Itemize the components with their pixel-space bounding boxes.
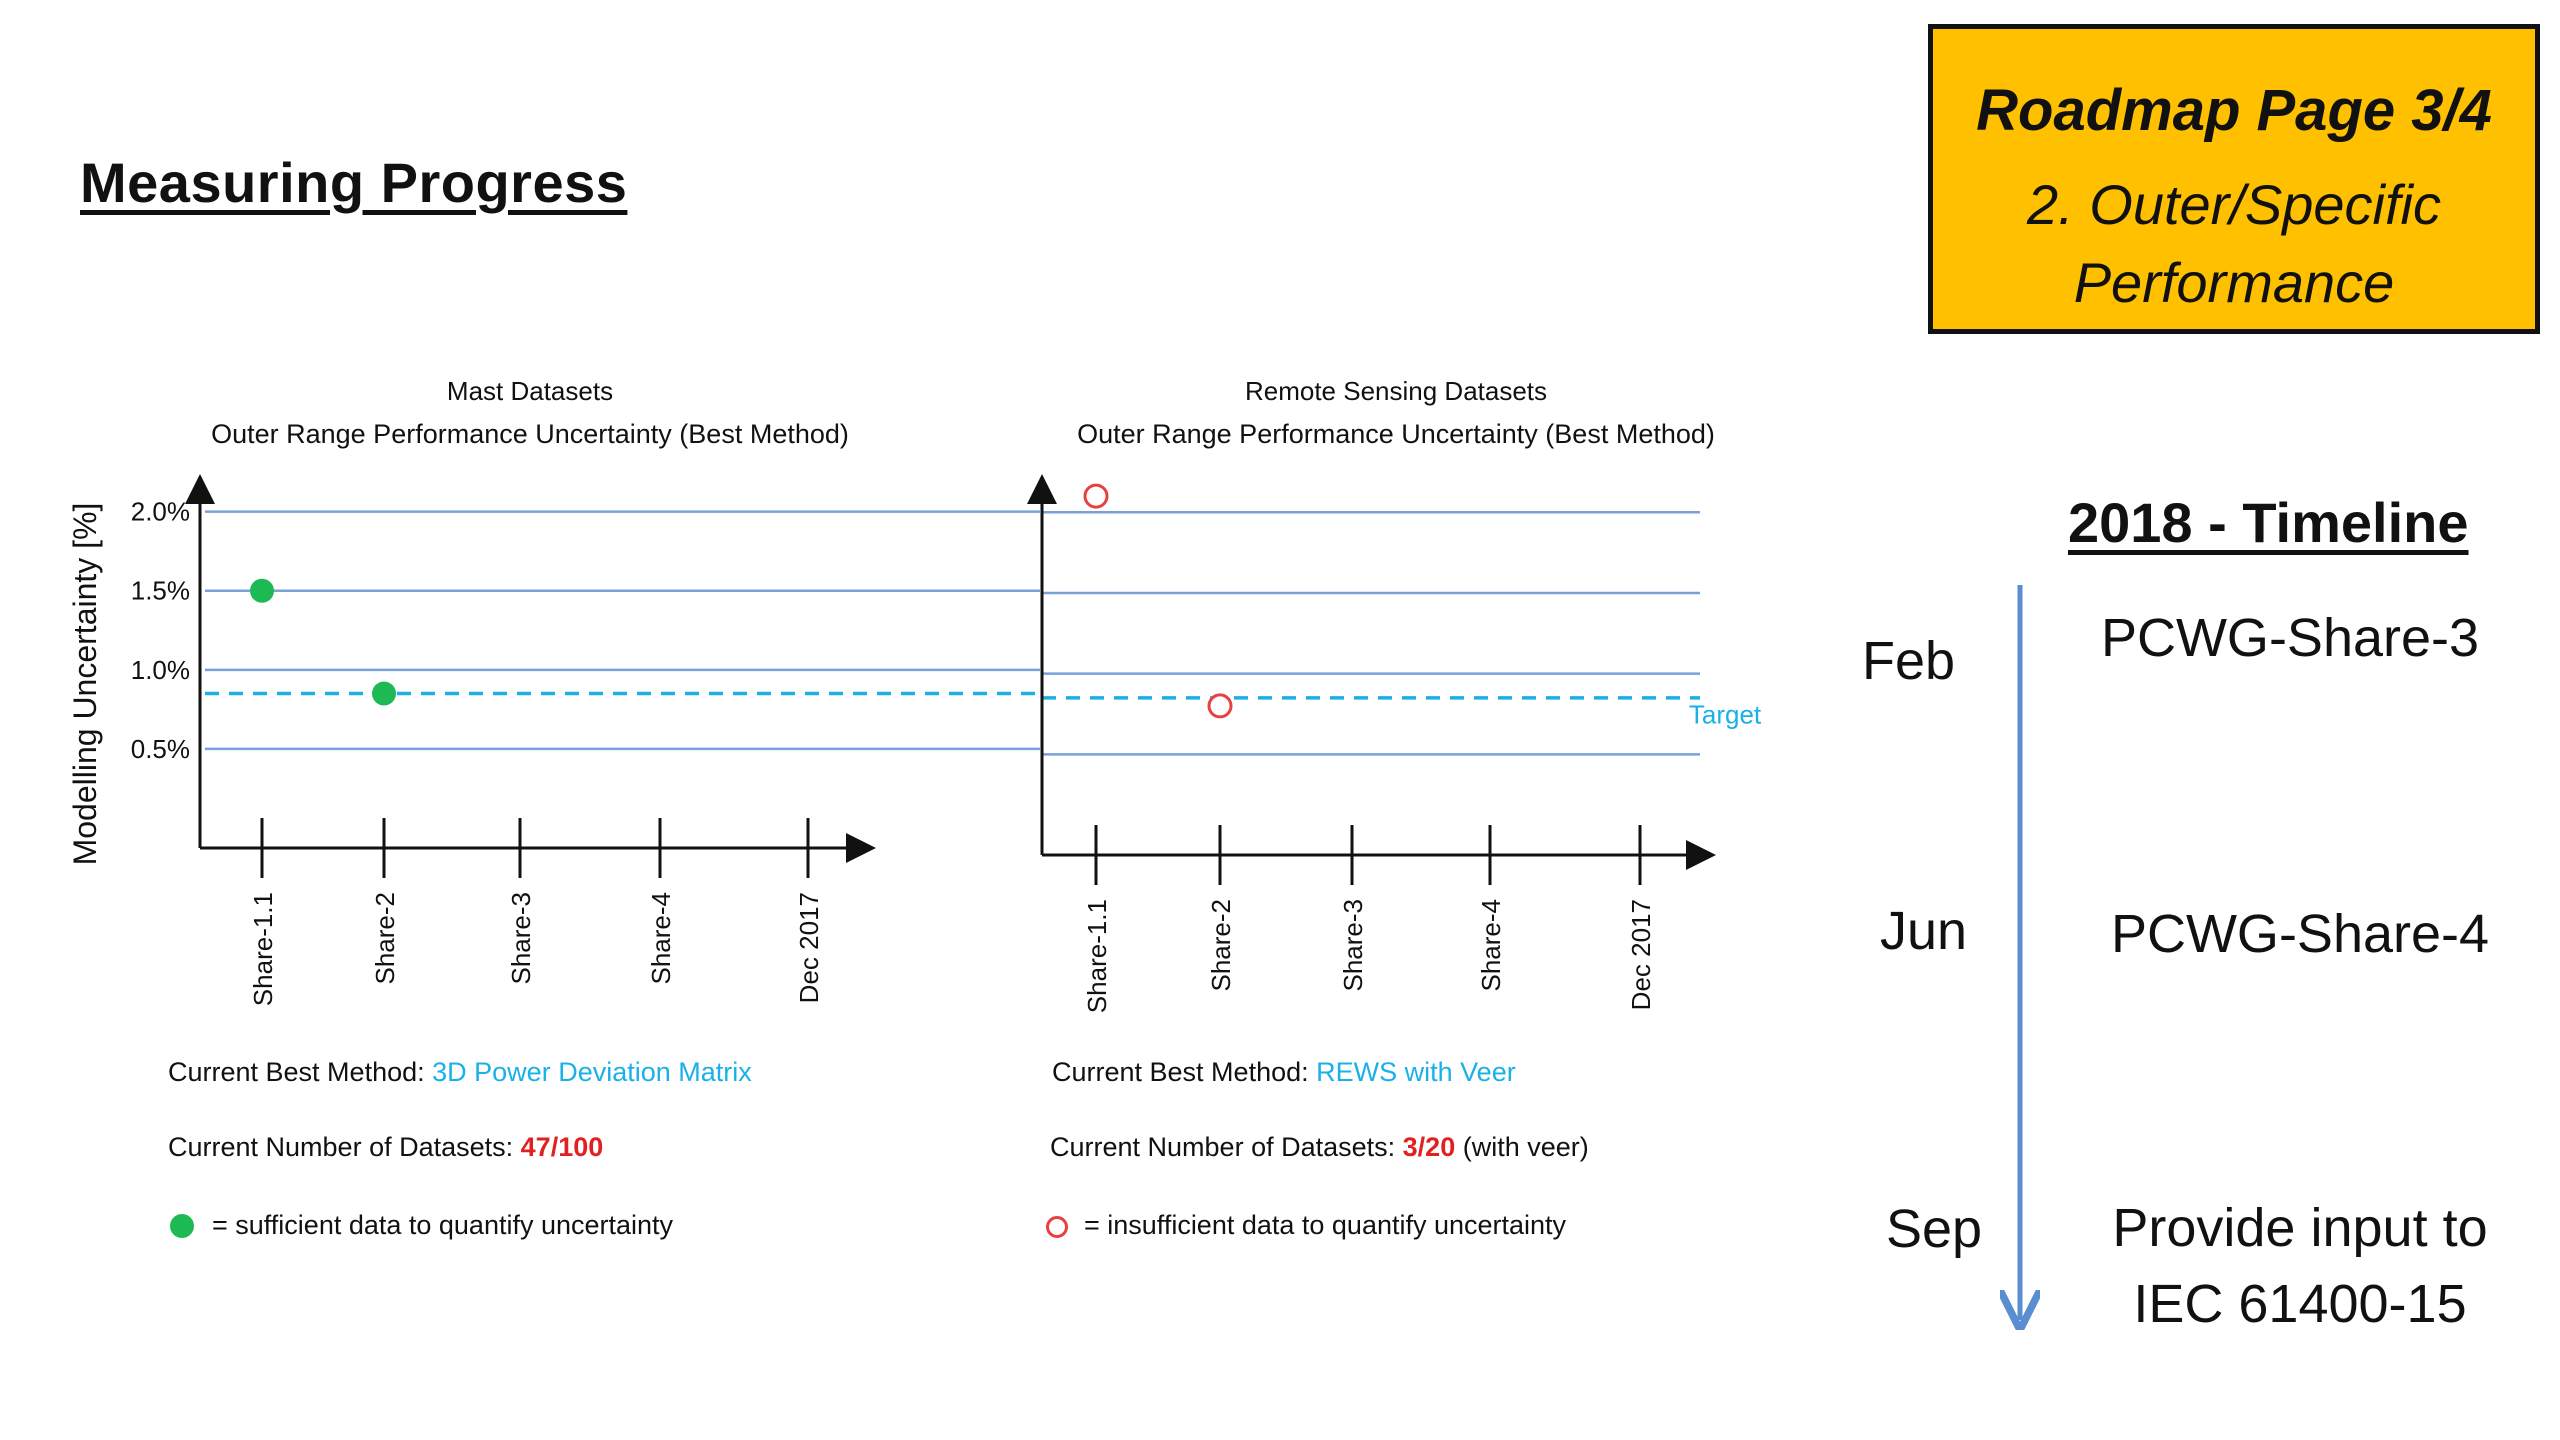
mast-y-tick-label: 0.5% [130, 733, 190, 764]
mast-y-tick-label: 2.0% [130, 496, 190, 527]
mast-best-method [168, 1057, 752, 1088]
mast-best-method-label: Current Best Method: [168, 1057, 425, 1087]
target-label: Target [1688, 699, 1762, 730]
mast-point-sufficient [372, 682, 396, 706]
page-title: Measuring Progress [80, 151, 628, 214]
rs-chart-subtitle: Outer Range Performance Uncertainty (Best Method) [1077, 419, 1715, 449]
rs-x-tick-label: Share-2 [1206, 899, 1236, 992]
legend-insufficient-marker [1046, 1216, 1068, 1238]
rs-best-method-value: REWS with Veer [1316, 1057, 1516, 1087]
rs-datasets-label: Current Number of Datasets: [1050, 1132, 1396, 1162]
mast-point-sufficient [250, 579, 274, 603]
roadmap-subtitle: 2. Outer/Specific Performance [2027, 173, 2441, 314]
timeline-event-feb: PCWG-Share-3 [2100, 608, 2480, 668]
timeline-event-sep: Provide input to IEC 61400-15 [2112, 1198, 2488, 1334]
rs-x-tick-label: Share-1.1 [1082, 899, 1112, 1014]
mast-y-axis-label: Modelling Uncertainty [%] [67, 502, 103, 866]
rs-chart-title: Remote Sensing Datasets [1244, 376, 1548, 406]
rs-datasets-value: 3/20 [1402, 1132, 1456, 1162]
mast-x-tick-label: Share-1.1 [248, 892, 278, 1007]
mast-x-tick-label: Share-2 [370, 892, 400, 985]
mast-chart-subtitle: Outer Range Performance Uncertainty (Best Method) [211, 419, 849, 449]
mast-chart-title: Mast Datasets [446, 376, 614, 406]
legend-insufficient-text: = insufficient data to quantify uncertainty [1084, 1210, 1567, 1240]
rs-datasets [1050, 1132, 1589, 1163]
roadmap-title: Roadmap Page 3/4 [1976, 78, 2492, 143]
timeline-title: 2018 - Timeline [2068, 491, 2469, 554]
rs-point-insufficient [1085, 485, 1107, 507]
timeline-month-jun: Jun [1880, 901, 1968, 961]
mast-datasets [168, 1132, 603, 1163]
mast-datasets-value: 47/100 [520, 1132, 604, 1162]
mast-x-tick-label: Dec 2017 [794, 892, 824, 1004]
mast-y-tick-label: 1.0% [130, 654, 190, 685]
rs-best-method-label: Current Best Method: [1052, 1057, 1309, 1087]
mast-best-method-value: 3D Power Deviation Matrix [432, 1057, 752, 1087]
mast-x-tick-label: Share-3 [506, 892, 536, 985]
mast-x-tick-label: Share-4 [646, 892, 676, 985]
mast-datasets-label: Current Number of Datasets: [168, 1132, 514, 1162]
rs-best-method [1052, 1057, 1516, 1088]
timeline-month-feb: Feb [1862, 631, 1956, 691]
legend-sufficient-marker [170, 1214, 194, 1238]
rs-x-tick-label: Share-4 [1476, 899, 1506, 992]
timeline-event-jun: PCWG-Share-4 [2110, 904, 2490, 964]
timeline-month-sep: Sep [1886, 1199, 1983, 1259]
mast-y-tick-label: 1.5% [130, 575, 190, 606]
rs-point-insufficient [1209, 695, 1231, 717]
rs-x-tick-label: Share-3 [1338, 899, 1368, 992]
rs-x-tick-label: Dec 2017 [1626, 899, 1656, 1011]
rs-datasets-note: (with veer) [1462, 1132, 1589, 1162]
legend-sufficient-text: = sufficient data to quantify uncertainty [212, 1210, 674, 1240]
